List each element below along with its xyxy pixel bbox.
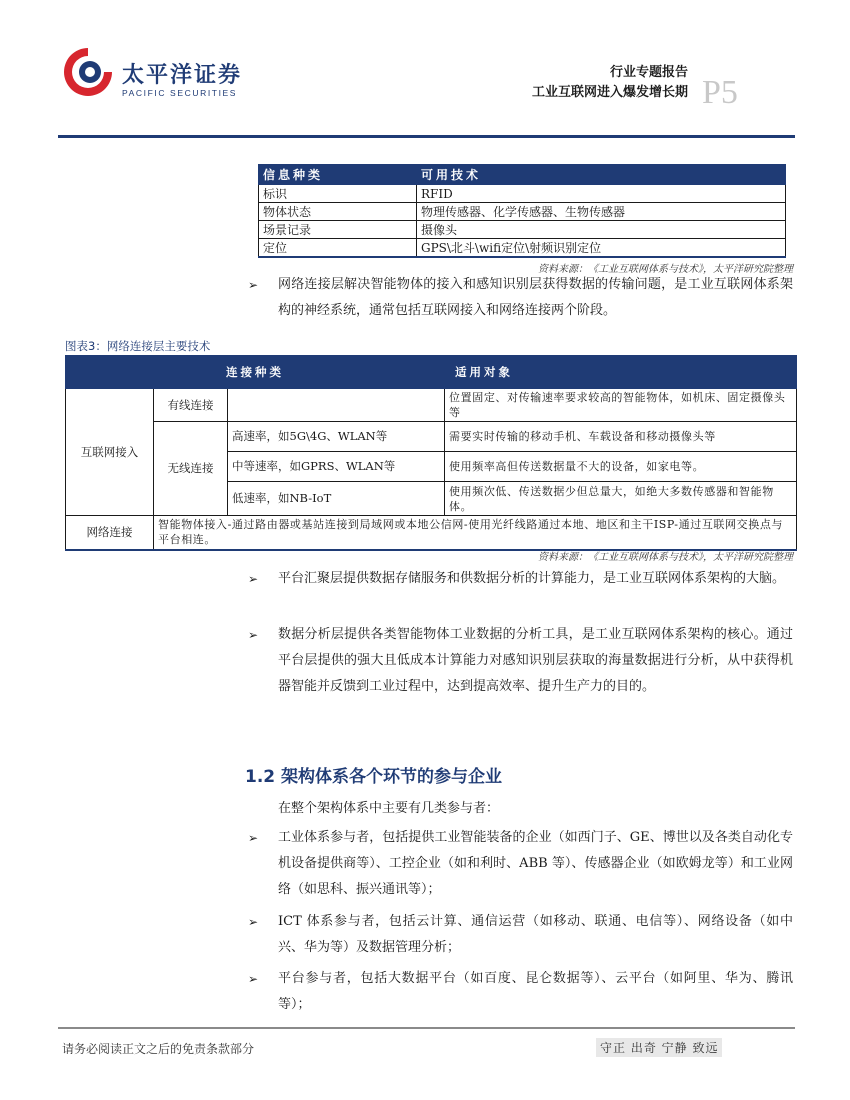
list-item (248, 566, 793, 592)
paragraph-text: 网络连接层解决智能物体的接入和感知识别层获得数据的传输问题，是工业互联网体系架构的神经系统，通常包括互联网接入和网络连接两个阶段。 (278, 277, 793, 318)
table-row (259, 185, 786, 203)
report-type: 行业专题报告 (609, 65, 688, 80)
company-logo-icon (60, 44, 116, 100)
paragraph-text: 平台参与者，包括大数据平台（如百度、昆仑数据等）、云平台（如阿里、华为、腾讯等）； (278, 971, 793, 1012)
table-row (66, 422, 797, 452)
figure3-source: 资料来源：《工业互联网体系与技术》，太平洋研究院整理 (538, 552, 793, 563)
table-cell: 物理传感器、化学传感器、生物传感器 (417, 203, 786, 221)
table-header-row (259, 165, 786, 185)
table-cell: 有线连接 (154, 389, 228, 422)
bullet-icon: ➢ (248, 831, 259, 845)
table-cell: 位置固定、对传输速率要求较高的智能物体，如机床、固定摄像头等 (445, 389, 797, 422)
header-divider (58, 135, 795, 138)
footer-divider (58, 1027, 795, 1029)
table-cell (228, 389, 445, 422)
list-item (248, 272, 793, 324)
footer-motto: 守正 出奇 宁静 致远 (596, 1038, 722, 1057)
table-row (259, 221, 786, 239)
table-cell: 智能物体接入-通过路由器或基站连接到局域网或本地公信网-使用光纤线路通过本地、地区和主干ISP-通过互联网交换点与平台相连。 (154, 516, 797, 550)
table-cell: 无线连接 (154, 422, 228, 516)
table-cell: 高速率，如5G\4G、WLAN等 (228, 422, 445, 452)
table-cell: 中等速率，如GPRS、WLAN等 (228, 452, 445, 482)
paragraph-text: ICT 体系参与者，包括云计算、通信运营（如移动、联通、电信等）、网络设备（如中兴、华为等）及数据管理分析； (278, 914, 793, 955)
table-cell: GPS\北斗\wifi定位\射频识别定位 (417, 239, 786, 258)
footer-disclaimer: 请务必阅读正文之后的免责条款部分 (62, 1042, 255, 1056)
paragraph-text: 数据分析层提供各类智能物体工业数据的分析工具，是工业互联网体系架构的核心。通过平台层提供的强大且低成本计算能力对感知识别层获取的海量数据进行分析，从中获得机器智能并反馈到工业过程中，达到提高效率、提升生产力的目的。 (278, 627, 793, 694)
figure-caption: 图表3：网络连接层主要技术 (65, 338, 795, 357)
table-cell: 需要实时传输的移动手机、车载设备和移动摄像头等 (445, 422, 797, 452)
section-heading: 1.2 架构体系各个环节的参与企业 (245, 767, 503, 787)
table-row (66, 389, 797, 422)
bullet-icon: ➢ (248, 572, 259, 586)
table1-source: 资料来源：《工业互联网体系与技术》，太平洋研究院整理 (538, 264, 793, 275)
list-item (248, 622, 793, 700)
list-item (248, 966, 793, 1018)
logo-chinese-name: 太平洋证券 (122, 63, 243, 88)
table-cell: 网络连接 (66, 516, 154, 550)
table-cell: 互联网接入 (66, 389, 154, 516)
table-cell: 定位 (259, 239, 417, 258)
report-title: 工业互联网进入爆发增长期 (531, 85, 688, 100)
info-type-table (258, 164, 786, 258)
table-header-cell: 连接种类 (66, 356, 445, 389)
table-cell: 物体状态 (259, 203, 417, 221)
table-cell: RFID (417, 185, 786, 203)
list-item (248, 825, 793, 903)
bullet-icon: ➢ (248, 915, 259, 929)
bullet-icon: ➢ (248, 628, 259, 642)
table-cell: 场景记录 (259, 221, 417, 239)
network-connection-table (65, 355, 797, 551)
paragraph-text: 平台汇聚层提供数据存储服务和供数据分析的计算能力，是工业互联网体系架构的大脑。 (278, 571, 786, 586)
table-cell: 标识 (259, 185, 417, 203)
list-item (248, 909, 793, 961)
section-intro: 在整个架构体系中主要有几类参与者： (278, 801, 500, 816)
table-cell: 低速率，如NB-IoT (228, 482, 445, 516)
logo-english-name: PACIFIC SECURITIES (122, 88, 238, 98)
table-cell: 摄像头 (417, 221, 786, 239)
table-header-row (66, 356, 797, 389)
table-header-cell: 可用技术 (417, 165, 786, 185)
table-row (259, 239, 786, 258)
table-row (66, 516, 797, 550)
paragraph-text: 工业体系参与者，包括提供工业智能装备的企业（如西门子、GE、博世以及各类自动化专机设备提供商等）、工控企业（如和利时、ABB 等）、传感器企业（如欧姆龙等）和工业网络（如思科、振兴通讯等）； (278, 830, 793, 897)
table-row (259, 203, 786, 221)
table-header-cell: 适用对象 (445, 356, 797, 389)
page-number: P5 (702, 74, 738, 111)
table-cell: 使用频次低、传送数据少但总量大，如绝大多数传感器和智能物体。 (445, 482, 797, 516)
table-header-cell: 信息种类 (259, 165, 417, 185)
bullet-icon: ➢ (248, 278, 259, 292)
table-cell: 使用频率高但传送数据量不大的设备，如家电等。 (445, 452, 797, 482)
bullet-icon: ➢ (248, 972, 259, 986)
